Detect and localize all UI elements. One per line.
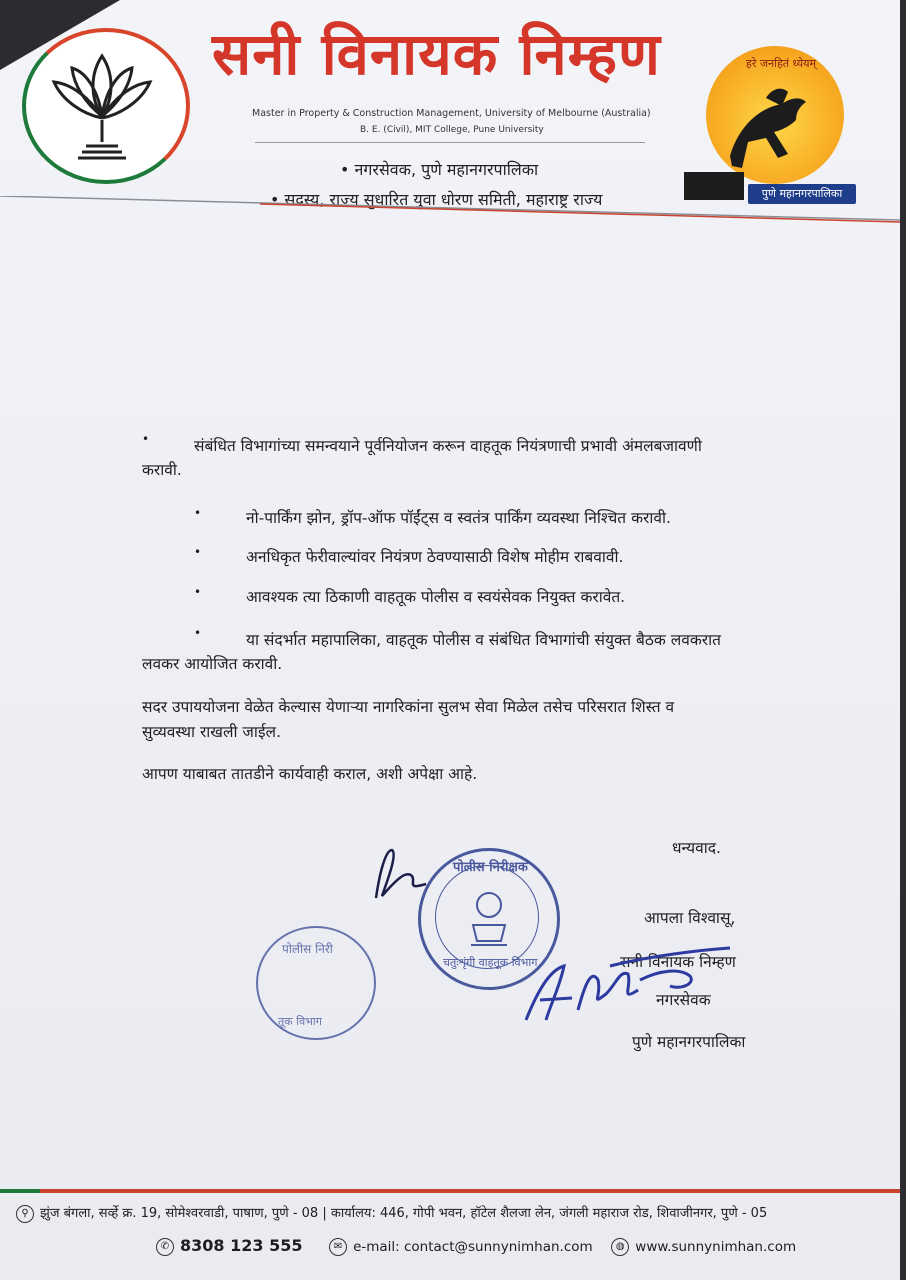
- closing-signatory-name: सनी विनायक निम्हण: [620, 953, 736, 971]
- phone-icon: ✆: [156, 1238, 174, 1256]
- closing-signatory-org: पुणे महानगरपालिका: [632, 1033, 746, 1051]
- bullet-4: •: [194, 585, 202, 599]
- bullet-5-line-1: या संदर्भात महापालिका, वाहतूक पोलीस व संबंधित विभागांची संयुक्त बैठक लवकरात: [246, 631, 721, 649]
- lotus-logo-icon: [22, 28, 190, 184]
- qualification-line-2: B. E. (Civil), MIT College, Pune University: [360, 125, 544, 135]
- bullet-2-text: नो-पार्किंग झोन, ड्रॉप-ऑफ पॉईंट्स व स्वतंत्र पार्किंग व्यवस्था निश्चित करावी.: [246, 509, 671, 527]
- stamp-2-bottom-text: तूक विभाग: [278, 1015, 322, 1028]
- closing-yours: आपला विश्वासू,: [644, 909, 736, 927]
- header-divider: [255, 142, 645, 143]
- paragraph-7: आपण याबाबत तातडीने कार्यवाही कराल, अशी अपेक्षा आहे.: [142, 765, 478, 783]
- stamp-1-top-text: पोलीस निरीक्षक: [453, 860, 528, 875]
- footer-phone[interactable]: 8308 123 555: [180, 1236, 303, 1255]
- bullet-4-text: आवश्यक त्या ठिकाणी वाहतूक पोलीस व स्वयंसेवक नियुक्त करावेत.: [246, 588, 626, 606]
- globe-icon: ◍: [611, 1238, 629, 1256]
- paragraph-1-line-2: करावी.: [142, 461, 182, 479]
- emblem-icon: [461, 885, 517, 951]
- role-committee-member: • सदस्य, राज्य सुधारित युवा धोरण समिती, महाराष्ट्र राज्य: [270, 190, 603, 209]
- pmc-emblem: [678, 46, 858, 206]
- letterhead-name: सनी विनायक निम्हण: [212, 20, 661, 88]
- paragraph-6-line-1: सदर उपाययोजना वेळेत केल्यास येणाऱ्या नागरिकांना सुलभ सेवा मिळेल तसेच परिसरात शिस्त व: [142, 698, 675, 716]
- role-corporator: • नगरसेवक, पुणे महानगरपालिका: [340, 160, 539, 179]
- signatory-signature: [520, 940, 770, 1030]
- pmc-motto: हरे जनहितं ध्येयम्: [746, 57, 817, 70]
- header-accent-band: [0, 196, 900, 226]
- stamp-1-bottom-text: चतुःशृंगी वाहतूक विभाग: [443, 956, 538, 969]
- paragraph-6-line-2: सुव्यवस्था राखली जाईल.: [142, 723, 281, 741]
- pmc-banner: पुणे महानगरपालिका: [748, 184, 856, 204]
- bullet-2: •: [194, 506, 202, 520]
- footer-address: झुंज बंगला, सर्व्हे क्र. 19, सोमेश्वरवाडी, पाषाण, पुणे - 08 | कार्यालय: 446, गोपी भवन, हॉटेल शैलजा लेन, जंगली महाराज रोड, शिवाजीनगर, पुणे - 05: [40, 1206, 768, 1221]
- bullet-3: •: [194, 545, 202, 559]
- qualification-line-1: Master in Property & Construction Management, University of Melbourne (Australia): [252, 108, 651, 119]
- bullet-5-line-2: लवकर आयोजित करावी.: [142, 655, 283, 673]
- email-icon: ✉: [329, 1238, 347, 1256]
- bullet-3-text: अनधिकृत फेरीवाल्यांवर नियंत्रण ठेवण्यासाठी विशेष मोहीम राबवावी.: [246, 548, 624, 566]
- footer-website[interactable]: www.sunnynimhan.com: [635, 1239, 797, 1255]
- footer-email[interactable]: e-mail: contact@sunnynimhan.com: [353, 1239, 593, 1255]
- footer-accent-band: [0, 1186, 900, 1196]
- location-icon: ⚲: [16, 1205, 34, 1223]
- bullet-5: •: [194, 626, 202, 640]
- closing-signatory-title: नगरसेवक: [656, 991, 711, 1009]
- bullet-1: •: [142, 432, 150, 446]
- officer-signature: [366, 840, 446, 910]
- footer-contact-line: [156, 1236, 796, 1256]
- paragraph-1-line-1: संबंधित विभागांच्या समन्वयाने पूर्वनियोजन करून वाहतूक नियंत्रणाची प्रभावी अंमलबजावणी: [194, 437, 702, 455]
- closing-thanks: धन्यवाद.: [672, 839, 721, 857]
- police-stamp-2: [256, 926, 376, 1040]
- footer-address-line: [16, 1203, 767, 1223]
- stamp-2-top-text: पोलीस निरी: [282, 942, 333, 956]
